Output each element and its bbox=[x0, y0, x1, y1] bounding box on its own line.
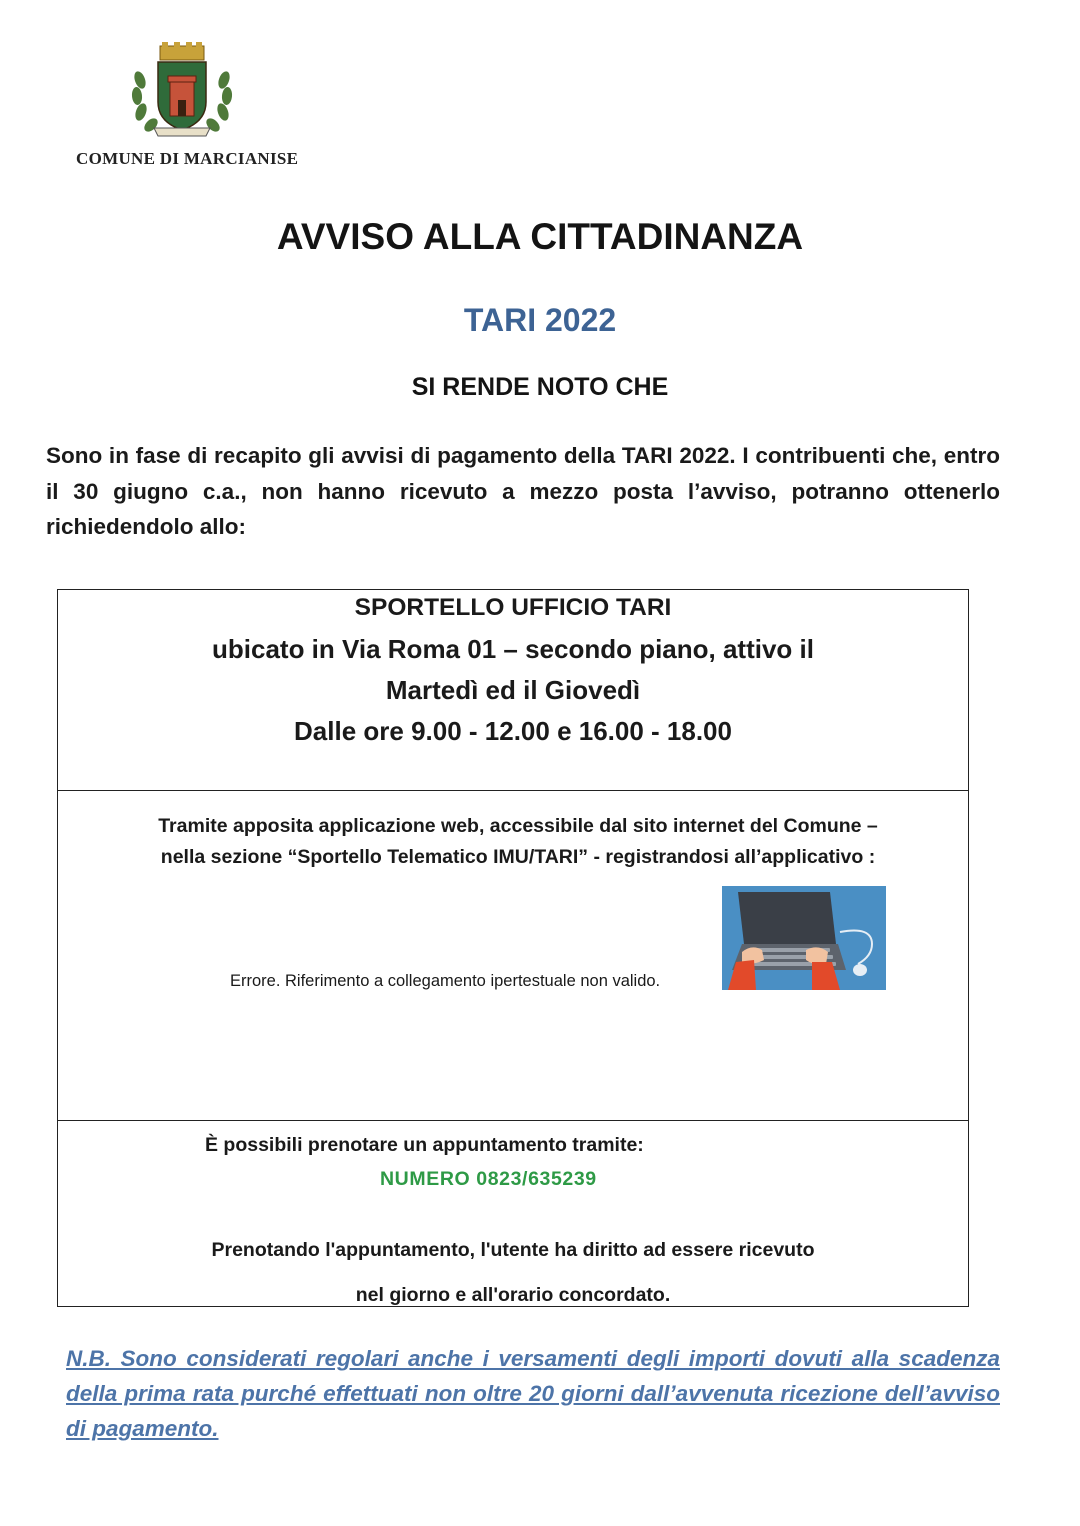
web-instructions bbox=[88, 811, 948, 873]
phone-number[interactable]: NUMERO 0823/635239 bbox=[380, 1168, 597, 1190]
coat-of-arms-icon bbox=[128, 40, 236, 140]
office-hours: Dalle ore 9.00 - 12.00 e 16.00 - 18.00 bbox=[294, 716, 732, 746]
office-section bbox=[58, 590, 968, 791]
web-line-1: Tramite apposita applicazione web, accessibile dal sito internet del Comune – bbox=[158, 815, 878, 837]
subtitle: TARI 2022 bbox=[463, 302, 617, 338]
office-days: Martedì ed il Giovedì bbox=[385, 675, 641, 705]
office-name: SPORTELLO UFFICIO TARI bbox=[354, 594, 672, 621]
laptop-typing-icon bbox=[722, 886, 886, 990]
appointment-note-1: Prenotando l'appuntamento, l'utente ha diritto ad essere ricevuto bbox=[211, 1239, 815, 1261]
appointment-intro: È possibili prenotare un appuntamento tramite: bbox=[205, 1134, 644, 1156]
municipality-name: COMUNE DI MARCIANISE bbox=[76, 149, 299, 168]
page-title: AVVISO ALLA CITTADINANZA bbox=[276, 216, 804, 257]
appointment-section bbox=[58, 1121, 968, 1306]
appointment-note-2: nel giorno e all'orario concordato. bbox=[355, 1284, 671, 1306]
footnote: N.B. Sono considerati regolari anche i versamenti degli importi dovuti alla scadenza della prima rata purché effettuati non oltre 20 giorni dall’avvenuta ricezione dell’avviso di pagamento. bbox=[66, 1346, 1000, 1441]
office-location: ubicato in Via Roma 01 – secondo piano, attivo il bbox=[212, 634, 814, 664]
announcement-heading: SI RENDE NOTO CHE bbox=[411, 373, 669, 401]
intro-paragraph: Sono in fase di recapito gli avvisi di pagamento della TARI 2022. I contribuenti che, entro il 30 giugno c.a., non hanno ricevuto a mezzo posta l’avviso, potranno ottenerlo richiedendolo allo: bbox=[46, 443, 1000, 539]
broken-link-error[interactable]: Errore. Riferimento a collegamento ipertestuale non valido. bbox=[230, 972, 661, 990]
web-line-2: nella sezione “Sportello Telematico IMU/TARI” - registrandosi all’applicativo : bbox=[160, 846, 876, 868]
